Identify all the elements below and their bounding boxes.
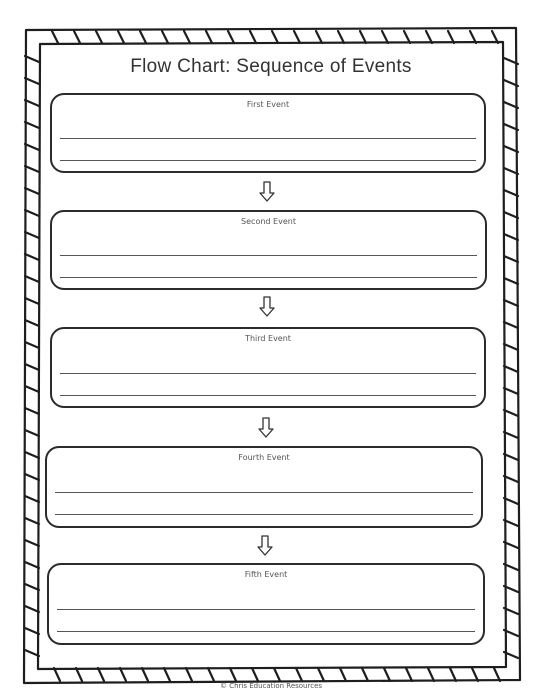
first-event-label: First Event — [246, 100, 290, 109]
fourth-event-box[interactable] — [45, 446, 483, 528]
worksheet-title: Flow Chart: Sequence of Events — [130, 56, 412, 77]
down-arrow-icon — [258, 296, 276, 318]
fifth-event-line-2 — [57, 631, 475, 632]
down-arrow-icon — [258, 181, 276, 203]
third-event-line-2 — [60, 395, 476, 396]
fourth-event-line-1 — [55, 492, 473, 493]
third-event-line-1 — [60, 373, 476, 374]
second-event-box[interactable] — [50, 210, 487, 290]
down-arrow-icon — [256, 535, 274, 557]
first-event-line-2 — [60, 160, 476, 161]
first-event-line-1 — [60, 138, 476, 139]
second-event-label: Second Event — [241, 217, 296, 226]
copyright-footer: © Chris Education Resources — [219, 682, 323, 690]
fourth-event-label: Fourth Event — [238, 453, 290, 462]
third-event-label: Third Event — [245, 334, 291, 343]
fifth-event-label: Fifth Event — [244, 570, 288, 579]
second-event-line-2 — [60, 277, 477, 278]
fifth-event-line-1 — [57, 609, 475, 610]
fifth-event-box[interactable] — [47, 563, 485, 645]
first-event-box[interactable] — [50, 93, 486, 173]
fourth-event-line-2 — [55, 514, 473, 515]
down-arrow-icon — [257, 417, 275, 439]
second-event-line-1 — [60, 255, 477, 256]
third-event-box[interactable] — [50, 327, 486, 408]
